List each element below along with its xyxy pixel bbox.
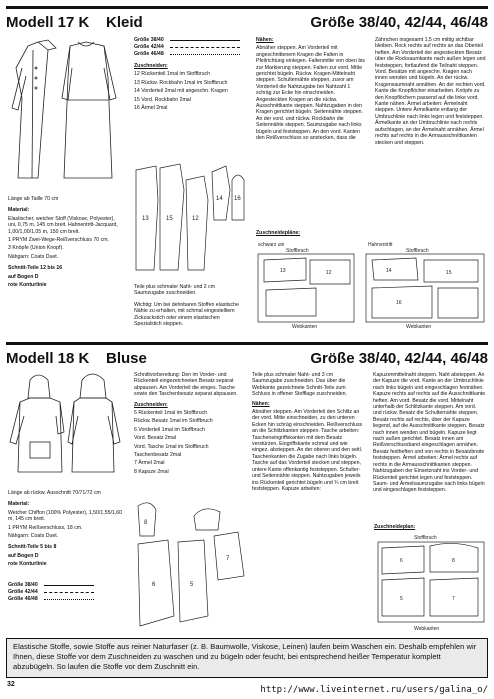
plan-label-stoffbruch: Stoffbruch: [286, 248, 309, 254]
model18-material-extra2: Nähgarn: Coats Duet.: [8, 533, 59, 540]
model17-size-legend: [134, 37, 244, 58]
plan-label-webkanten: Webkanten: [406, 324, 432, 330]
model18-naehen-text: Abnäher steppen. Am Vorderteil den Schlitz an der vord. Mitte einschneiden, zu den unteren Ecken hin schräg einschneiden. Reißverschluss an die Schlitzkanten steppen. Tasche arbeiten: Tascheneingriffskanten mit dem Besatz verstürzen. Eingriffskante schmal und wie eingez. absteppen. An der oberen und den seitl. Taschenkanten die Zugabe nach links bügeln. Tasche auf das Vorderteil stecken und steppen, untere Kante offenkantig feststeppen. Schulter- und Seitennähte steppen. Nahtzugaben jeweils ins Rückenteil gerichtet bügeln und ¾ cm breit feststeppen. Kapuze arbeiten: Kapuzenmittelnaht steppen. Naht absteppen. An der Kapuze die vord. Kante an der Umbruchlinie nach links bügeln und eingeschlagen festnähen. Kapuze rechts auf rechts auf die Ausschnittkante heften. Am vord. Besatz die vord. Mittelnaht unterhalb der Schlitzkante steppen. Am vord. und rückw. Besatz die Schulternähte steppen. Besatz rechts auf rechts, über der Kapuze liegend, auf die Ausschnittkante steppen. Besatz nach innen wenden und bügeln. Kapuze liegt nach außen gerichtet. Besatz innen am Reißverschlussband eingeschlagen annähen. Besatz festheften und von rechts in Besatzbreite feststeppen. Ärmel arbeiten: Ärmel rechts auf rechts in die Armausschnittkanten steppen. Nahtzugaben der Einsetznaht ins Vorder- und Rückenteil gerichtet legen und feststeppen. Saum- und Ärmelsaumzugabe nach links bügeln und eingeschlagen feststeppen.: [252, 372, 486, 494]
svg-text:7: 7: [226, 556, 230, 562]
model18-size-legend: [8, 582, 123, 603]
model18-size: Größe 38/40, 42/44, 46/48: [310, 350, 488, 367]
model18-schnitt-heading: Schnitt-Teile 5 bis 8: [8, 544, 57, 551]
size-line-dashed: [170, 47, 240, 48]
model17-schnitt-sub2: rote Konturlinie: [8, 282, 47, 289]
model17-zuschneiden-item: 15 Vord. Rockbahn 2mal: [134, 96, 191, 103]
model18-zuschneiden-item: Rückw. Besatz 1mal im Stoffbruch: [134, 418, 213, 425]
model17-length-note: Länge ab Taille 70 cm: [8, 196, 59, 202]
svg-text:15: 15: [166, 216, 173, 222]
size-legend-3: Größe 46/48: [8, 596, 38, 603]
footer-note: Elastische Stoffe, sowie Stoffe aus reiner Naturfaser (z. B. Baumwolle, Viskose, Leinen) laufen beim Waschen ein. Deshalb empfehlen wir Ihnen, diese Stoffe vor dem Zuschneiden zu waschen und zu bügeln oder feucht, bei entsprechend heißer Temperatur komplett abzubügeln. So laufen die Stoffe vor dem Zuschnitt ein.: [6, 638, 488, 678]
model17-pattern-pieces: [134, 160, 246, 275]
svg-text:12: 12: [192, 216, 199, 222]
model18-zuschneiden-heading: Zuschneiden:: [134, 401, 168, 408]
plan-label-schwarz: schwarz uni: [258, 242, 285, 248]
size-legend-1: Größe 38/40: [8, 582, 38, 589]
svg-text:7: 7: [452, 596, 455, 602]
model17-material-extra1: 1 PRYM Zwei-Wege-Reißverschluss 70 cm.: [8, 237, 109, 244]
model17-material-extra3: Nähgarn: Coats Duet.: [8, 253, 59, 260]
svg-text:14: 14: [216, 196, 223, 202]
svg-text:13: 13: [142, 216, 149, 222]
plan-label-webkanten: Webkanten: [414, 626, 440, 632]
size-line-dotted: [170, 54, 240, 55]
dress-illustration: [8, 38, 123, 188]
blouse-illustration: [8, 372, 123, 484]
model18-schnitt-sub1: auf Bogen D: [8, 552, 39, 559]
size-legend-1: Größe 38/40: [134, 37, 164, 44]
size-line-solid: [170, 40, 240, 41]
model17-naehen: [256, 37, 486, 229]
model18-schnitt-sub2: rote Konturlinie: [8, 561, 47, 568]
model17-zuschneiden: [134, 63, 244, 113]
model18-zuschneiden-item: 5 Rückenteil 1mal im Stoffbruch: [134, 410, 208, 417]
page-number: 32: [7, 681, 15, 688]
model17-material-heading: Material:: [8, 207, 30, 214]
svg-text:16: 16: [234, 196, 241, 202]
svg-text:6: 6: [152, 582, 156, 588]
model18-zuschneiden-item: Vord. Tasche 1mal im Stoffbruch: [134, 443, 209, 450]
model17-zuschneiden-item: 13 Rückw. Rockbahn 1mal im Stoffbruch: [134, 79, 228, 86]
model18-material-text: Weicher Chiffon (100% Polyester), 1,50/1,55/1,60 m, 145 cm breit.: [8, 509, 122, 523]
model18-length-note: Länge ab rückw. Ausschnitt 70/71/72 cm: [8, 490, 101, 496]
model18-vorbereitung: Schnittvorbereitung: Den im Vorder- und Rückenteil eingezeichneten Besatz separat abpausen. Am Vorderteil die einges. Tasche sowie den Taschenbesatz separat abpausen.: [134, 372, 238, 398]
model18-naehen: [252, 372, 486, 520]
model18-middle-text: [134, 372, 246, 477]
model18-seam-note: Teile plus schmaler Naht- und 3 cm Saumzugabe zuschneiden. Das über die Webkante gezeichnete Schnitt-Teile zum Schluss in offener Stofflage zuschneiden.: [252, 372, 347, 398]
model18-title: Modell 18 K: [6, 350, 90, 367]
svg-text:8: 8: [452, 558, 455, 564]
model18-left-text: [8, 490, 123, 570]
source-url: http://www.liveinternet.ru/users/galina_o/: [260, 685, 488, 695]
svg-text:12: 12: [326, 270, 332, 276]
size-line-solid: [44, 585, 94, 586]
svg-text:14: 14: [386, 268, 392, 274]
model17-size: Größe 38/40, 42/44, 46/48: [310, 14, 488, 31]
model18-kind: Bluse: [106, 350, 147, 367]
model17-naehen-text: Abnäher steppen. Am Vorderteil mit angeschnittenem Kragen die Falten in Pfeilrichtung einlegen. Faltenmitte von oben bis zur Markierung steppen. Falten zur vord. Mitte gerichtet bügeln. Rückw. Kragen-Mittelnaht steppen. Schulternähte steppen, zuvor am Vorderteil die Nahtzugabe bei Nahtzahl 1 schräg zur Ecke hin einschneiden. Angesteckten Kragen an die rückw. Ausschnittkante steppen. Nahtzugaben in den Kragen gerichtet bügeln. Seitennähte steppen. An der vord. und rückw. Rockbahn die Seitennähte steppen. Saumzugabe nach links bügeln und feststeppen. An den vord. Kanten den Reißverschluss so anstecken, dass die Zähnchen insgesamt 1,5 cm mittig sichtbar bleiben. Rock rechts auf rechts an das Oberteil heften. Am Vorderteil der angesteckten Besatz über die Rocksaumkante nach außen legen und feststeppen, fortlaufend die Teilnaht steppen. Vord. Besätze mit angeschn. Kragen nach innen wenden und bügeln. An der rückw. Kragensaumnaht annähen. An der rechten vord. Kante die Knopflöcher einarbeiten. Knöpfe zu den Knopflöchern passend auf die linke vord. Kante nähen. Ärmel arbeiten: Ärmelnaht steppen. Untere Ärmelkante entlang der Umbruchlinie nach links legen und feststeppen. Ärmelkante an der Umbruchlinie nach rechts aufschlagen, an der Ärmelnaht annähen. Ärmel rechts auf rechts in die Armausschnittkanten stecken und steppen.: [256, 37, 486, 146]
model17-kind: Kleid: [106, 14, 143, 31]
model18-cutting-plan: [374, 532, 488, 632]
size-legend-3: Größe 46/48: [134, 51, 164, 58]
model18-material-extra1: 1 PRYM Reißverschluss, 18 cm.: [8, 524, 83, 531]
model17-wichtig: Wichtig: Um bei dehnbaren Stoffen elastische Nähte zu erhalten, mit schmal eingestelltem Zickzackstich oder einem elastischen Spezialstich steppen.: [134, 301, 239, 328]
model17-plan-heading: Zuschneidepläne:: [256, 230, 301, 236]
model18-pattern-pieces: [134, 496, 246, 632]
model17-naehen-heading: Nähen:: [256, 37, 274, 43]
model17-zuschneiden-item: 12 Rückenteil 1mal im Stoffbruch: [134, 71, 211, 78]
model18-header: [6, 342, 488, 367]
plan-label-stoffbruch: Stoffbruch: [406, 248, 429, 254]
model18-plan-heading: Zuschneideplan:: [374, 524, 416, 530]
model18-zuschneiden-item: Taschenbesatz 2mal: [134, 452, 182, 459]
size-line-dashed: [44, 592, 94, 593]
model17-zuschneiden-item: 16 Ärmel 2mal: [134, 105, 168, 112]
size-legend-2: Größe 42/44: [8, 589, 38, 596]
model17-zuschneiden-item: 14 Vorderteil 2mal mit angeschn. Kragen: [134, 88, 228, 95]
model18-zuschneiden-item: Vord. Besatz 2mal: [134, 435, 177, 442]
model17-seam-note: Teile plus schmaler Naht- und 2 cm Saumzugabe zuschneiden.: [134, 284, 216, 297]
model18-material-heading: Material:: [8, 501, 30, 508]
svg-text:5: 5: [400, 596, 403, 602]
svg-text:8: 8: [144, 520, 148, 526]
model17-schnitt-sub1: auf Bogen D: [8, 273, 39, 280]
size-legend-2: Größe 42/44: [134, 44, 164, 51]
svg-text:6: 6: [400, 558, 403, 564]
model18-zuschneiden-item: 6 Vorderteil 1mal im Stoffbruch: [134, 426, 205, 433]
plan-label-webkanten: Webkanten: [292, 324, 318, 330]
model17-title: Modell 17 K: [6, 14, 90, 31]
model18-naehen-heading: Nähen:: [252, 400, 270, 407]
model17-notes: [134, 284, 244, 329]
model17-cutting-plan: [256, 240, 488, 330]
plan-label-stoffbruch: Stoffbruch: [414, 535, 437, 541]
model17-schnitt-heading: Schnitt-Teile 12 bis 16: [8, 265, 63, 272]
model17-material-text: Elastischer, weicher Stoff (Viskose, Polyester), uni, 0,75 m, 145 cm breit. Hahnentritt-Jacquard, 1,00/1,00/1,05 m, 150 cm breit.: [8, 215, 118, 235]
plan-label-hahnentritt: Hahnentritt: [368, 242, 393, 248]
svg-text:16: 16: [396, 300, 402, 306]
svg-text:15: 15: [446, 270, 452, 276]
size-line-dotted: [44, 599, 94, 600]
model17-material-extra2: 3 Knöpfe (Union Knopf).: [8, 245, 64, 252]
model17-left-text: [8, 196, 123, 290]
model18-zuschneiden-item: 7 Ärmel 2mal: [134, 460, 165, 467]
model17-header: [6, 6, 488, 31]
model17-zuschneiden-heading: Zuschneiden:: [134, 63, 168, 69]
model18-zuschneiden-item: 8 Kapuze 2mal: [134, 468, 169, 475]
svg-text:13: 13: [280, 268, 286, 274]
svg-text:5: 5: [190, 582, 194, 588]
